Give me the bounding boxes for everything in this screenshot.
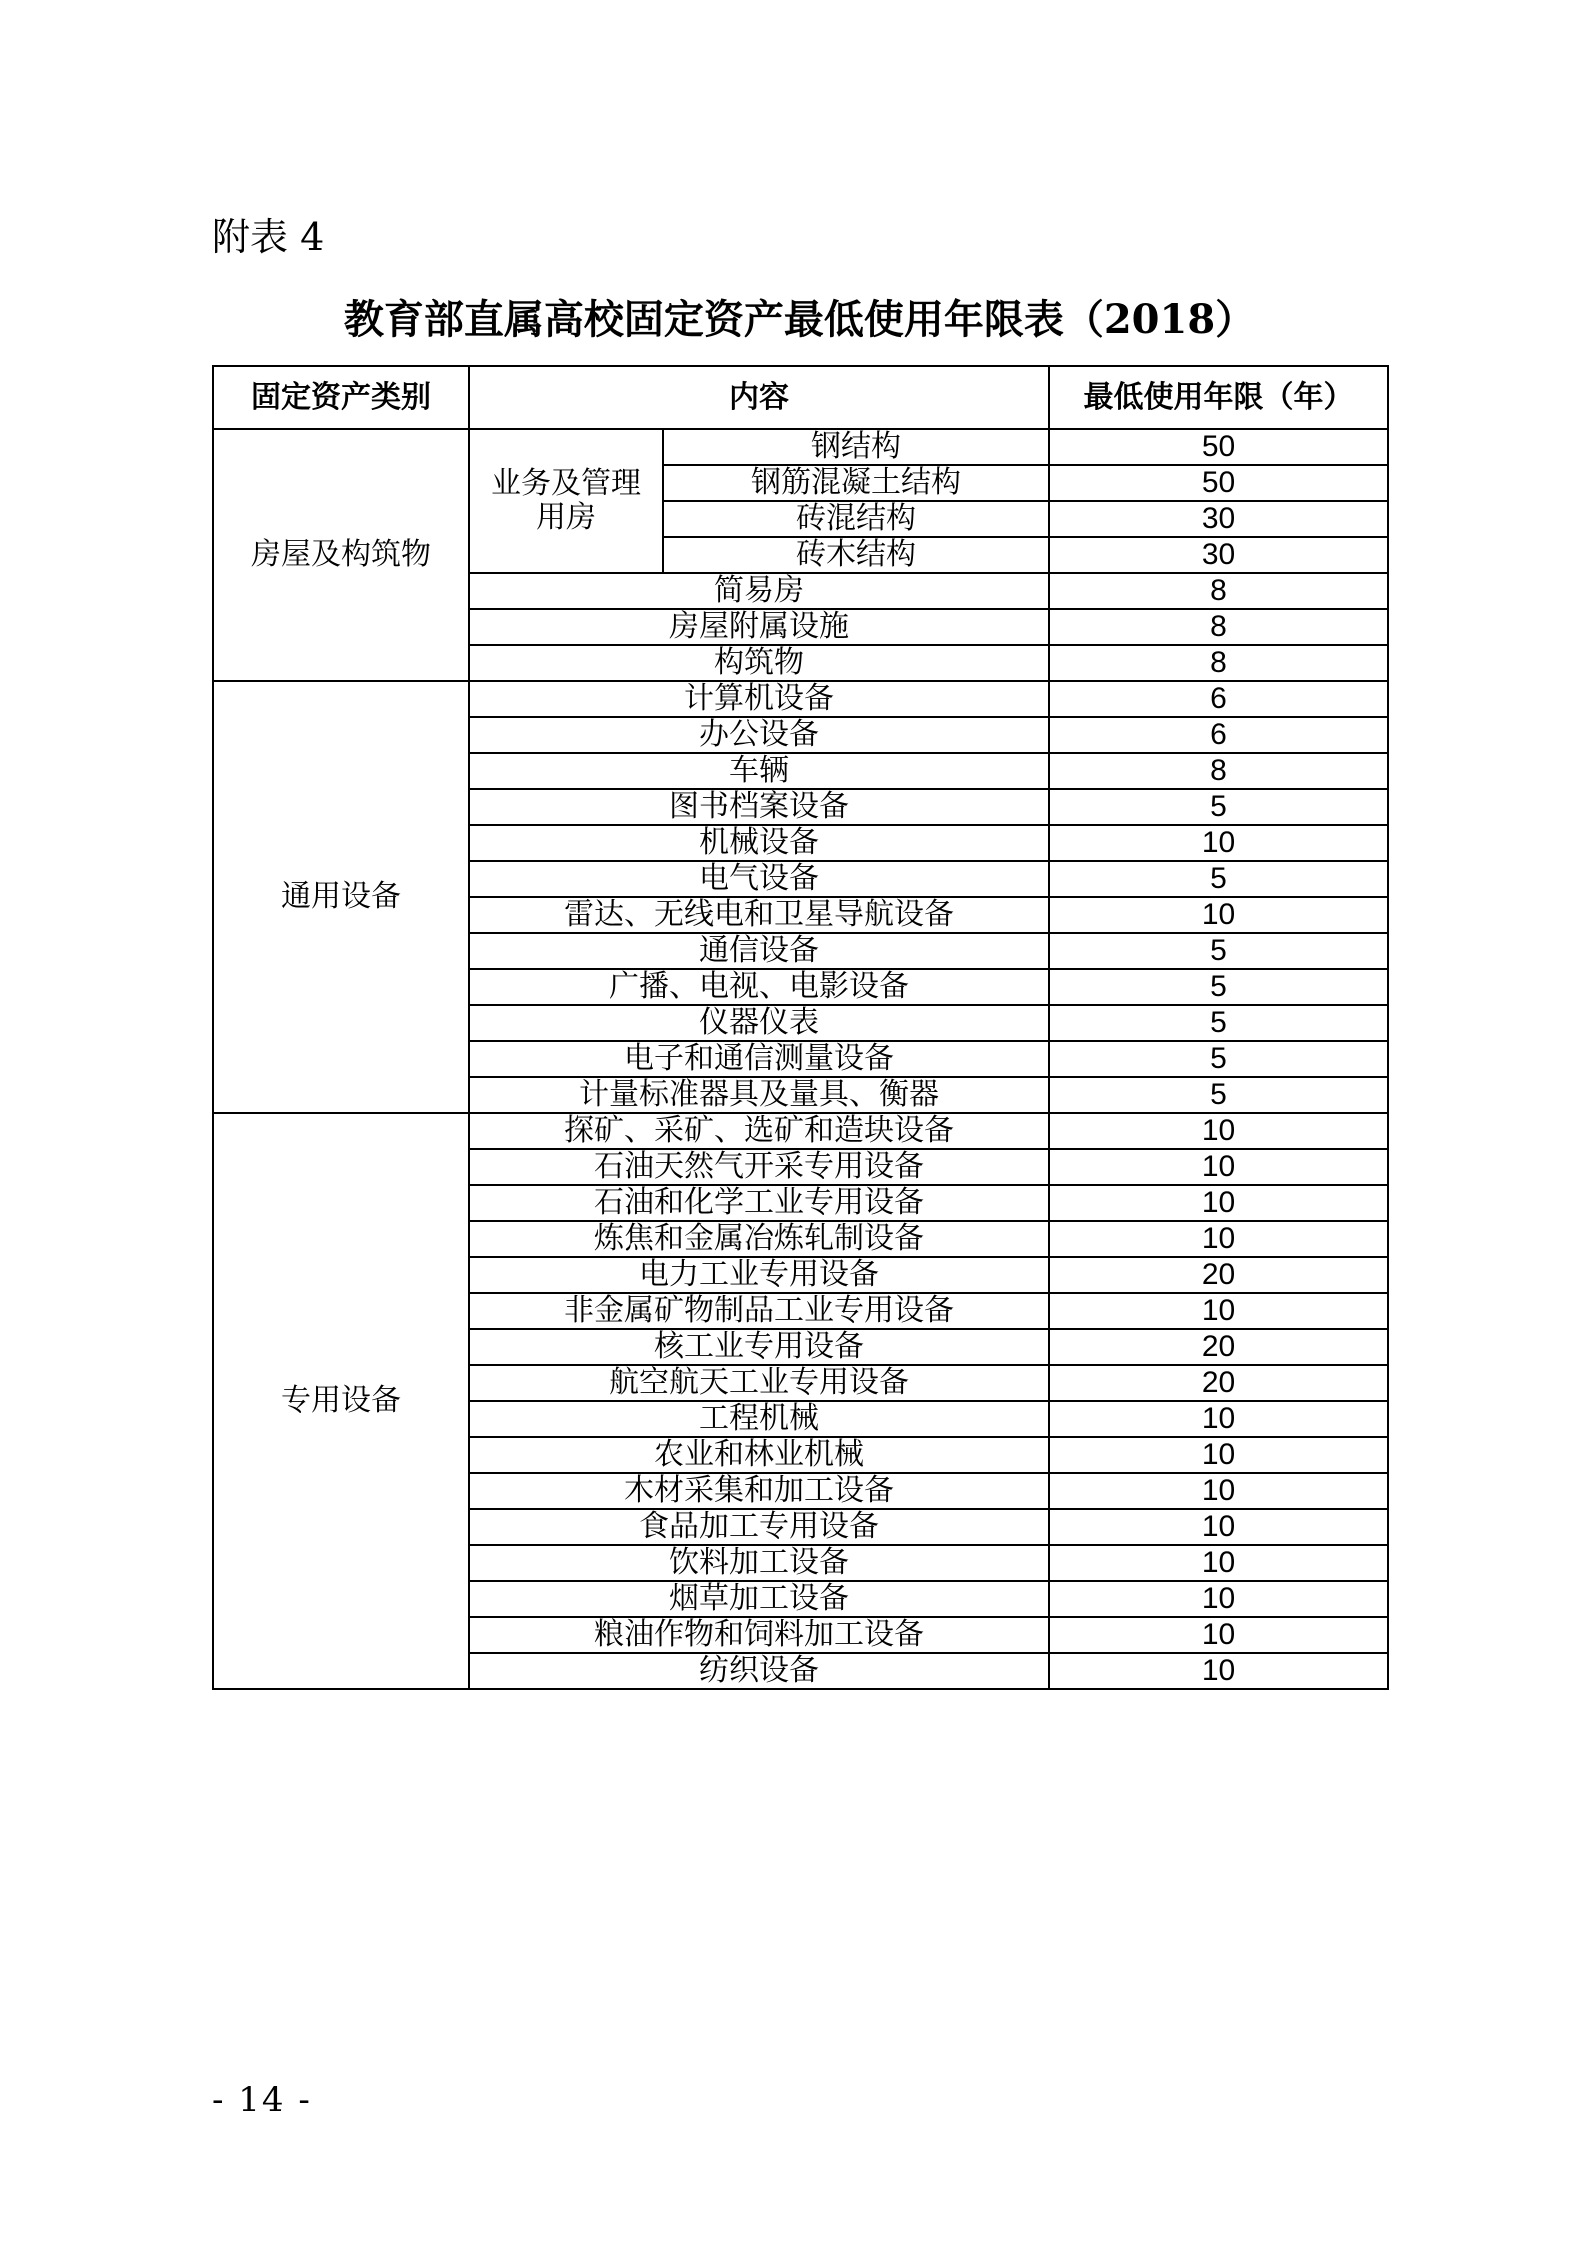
category-cell: 通用设备 — [213, 681, 469, 1113]
header-min-years: 最低使用年限（年） — [1049, 366, 1388, 429]
years-cell: 30 — [1049, 501, 1388, 537]
years-cell: 10 — [1049, 1149, 1388, 1185]
asset-lifespan-table — [212, 365, 1389, 1690]
content-cell: 石油和化学工业专用设备 — [469, 1185, 1049, 1221]
years-cell: 50 — [1049, 429, 1388, 465]
years-cell: 20 — [1049, 1365, 1388, 1401]
years-cell: 6 — [1049, 681, 1388, 717]
content-cell: 非金属矿物制品工业专用设备 — [469, 1293, 1049, 1329]
content-cell: 砖混结构 — [663, 501, 1049, 537]
content-cell: 农业和林业机械 — [469, 1437, 1049, 1473]
page-number: - 14 - — [212, 2080, 312, 2120]
years-cell: 10 — [1049, 1509, 1388, 1545]
category-cell: 专用设备 — [213, 1113, 469, 1689]
content-cell: 办公设备 — [469, 717, 1049, 753]
years-cell: 10 — [1049, 1617, 1388, 1653]
years-cell: 50 — [1049, 465, 1388, 501]
content-cell: 石油天然气开采专用设备 — [469, 1149, 1049, 1185]
category-cell: 房屋及构筑物 — [213, 429, 469, 681]
years-cell: 8 — [1049, 753, 1388, 789]
header-content: 内容 — [469, 366, 1049, 429]
table-row — [213, 429, 1388, 465]
content-cell: 饮料加工设备 — [469, 1545, 1049, 1581]
content-cell: 房屋附属设施 — [469, 609, 1049, 645]
content-cell: 砖木结构 — [663, 537, 1049, 573]
years-cell: 10 — [1049, 1221, 1388, 1257]
years-cell: 10 — [1049, 1113, 1388, 1149]
years-cell: 5 — [1049, 789, 1388, 825]
years-cell: 8 — [1049, 609, 1388, 645]
years-cell: 5 — [1049, 933, 1388, 969]
content-cell: 工程机械 — [469, 1401, 1049, 1437]
years-cell: 10 — [1049, 1545, 1388, 1581]
content-cell: 电气设备 — [469, 861, 1049, 897]
content-cell: 钢结构 — [663, 429, 1049, 465]
years-cell: 6 — [1049, 717, 1388, 753]
content-cell: 钢筋混凝土结构 — [663, 465, 1049, 501]
years-cell: 10 — [1049, 1581, 1388, 1617]
content-cell: 炼焦和金属冶炼轧制设备 — [469, 1221, 1049, 1257]
years-cell: 5 — [1049, 1041, 1388, 1077]
years-cell: 10 — [1049, 1473, 1388, 1509]
years-cell: 10 — [1049, 1401, 1388, 1437]
years-cell: 20 — [1049, 1329, 1388, 1365]
table-row — [213, 681, 1388, 717]
years-cell: 5 — [1049, 1005, 1388, 1041]
appendix-label: 附表 4 — [212, 215, 325, 259]
years-cell: 5 — [1049, 1077, 1388, 1113]
years-cell: 10 — [1049, 825, 1388, 861]
years-cell: 8 — [1049, 573, 1388, 609]
years-cell: 10 — [1049, 1437, 1388, 1473]
years-cell: 10 — [1049, 1293, 1388, 1329]
subgroup-cell: 业务及管理用房 — [469, 429, 663, 573]
years-cell: 10 — [1049, 1653, 1388, 1689]
years-cell: 20 — [1049, 1257, 1388, 1293]
content-cell: 烟草加工设备 — [469, 1581, 1049, 1617]
content-cell: 粮油作物和饲料加工设备 — [469, 1617, 1049, 1653]
content-cell: 航空航天工业专用设备 — [469, 1365, 1049, 1401]
content-cell: 电子和通信测量设备 — [469, 1041, 1049, 1077]
content-cell: 计量标准器具及量具、衡器 — [469, 1077, 1049, 1113]
content-cell: 雷达、无线电和卫星导航设备 — [469, 897, 1049, 933]
content-cell: 计算机设备 — [469, 681, 1049, 717]
content-cell: 简易房 — [469, 573, 1049, 609]
content-cell: 仪器仪表 — [469, 1005, 1049, 1041]
content-cell: 探矿、采矿、选矿和造块设备 — [469, 1113, 1049, 1149]
content-cell: 广播、电视、电影设备 — [469, 969, 1049, 1005]
content-cell: 图书档案设备 — [469, 789, 1049, 825]
content-cell: 电力工业专用设备 — [469, 1257, 1049, 1293]
years-cell: 5 — [1049, 969, 1388, 1005]
content-cell: 核工业专用设备 — [469, 1329, 1049, 1365]
content-cell: 构筑物 — [469, 645, 1049, 681]
years-cell: 8 — [1049, 645, 1388, 681]
content-cell: 车辆 — [469, 753, 1049, 789]
years-cell: 10 — [1049, 1185, 1388, 1221]
years-cell: 10 — [1049, 897, 1388, 933]
table-header-row — [213, 366, 1388, 429]
content-cell: 食品加工专用设备 — [469, 1509, 1049, 1545]
header-category: 固定资产类别 — [213, 366, 469, 429]
content-cell: 木材采集和加工设备 — [469, 1473, 1049, 1509]
content-cell: 通信设备 — [469, 933, 1049, 969]
content-cell: 纺织设备 — [469, 1653, 1049, 1689]
table-row — [213, 1113, 1388, 1149]
years-cell: 30 — [1049, 537, 1388, 573]
document-title: 教育部直属高校固定资产最低使用年限表（2018） — [343, 296, 1256, 343]
years-cell: 5 — [1049, 861, 1388, 897]
content-cell: 机械设备 — [469, 825, 1049, 861]
